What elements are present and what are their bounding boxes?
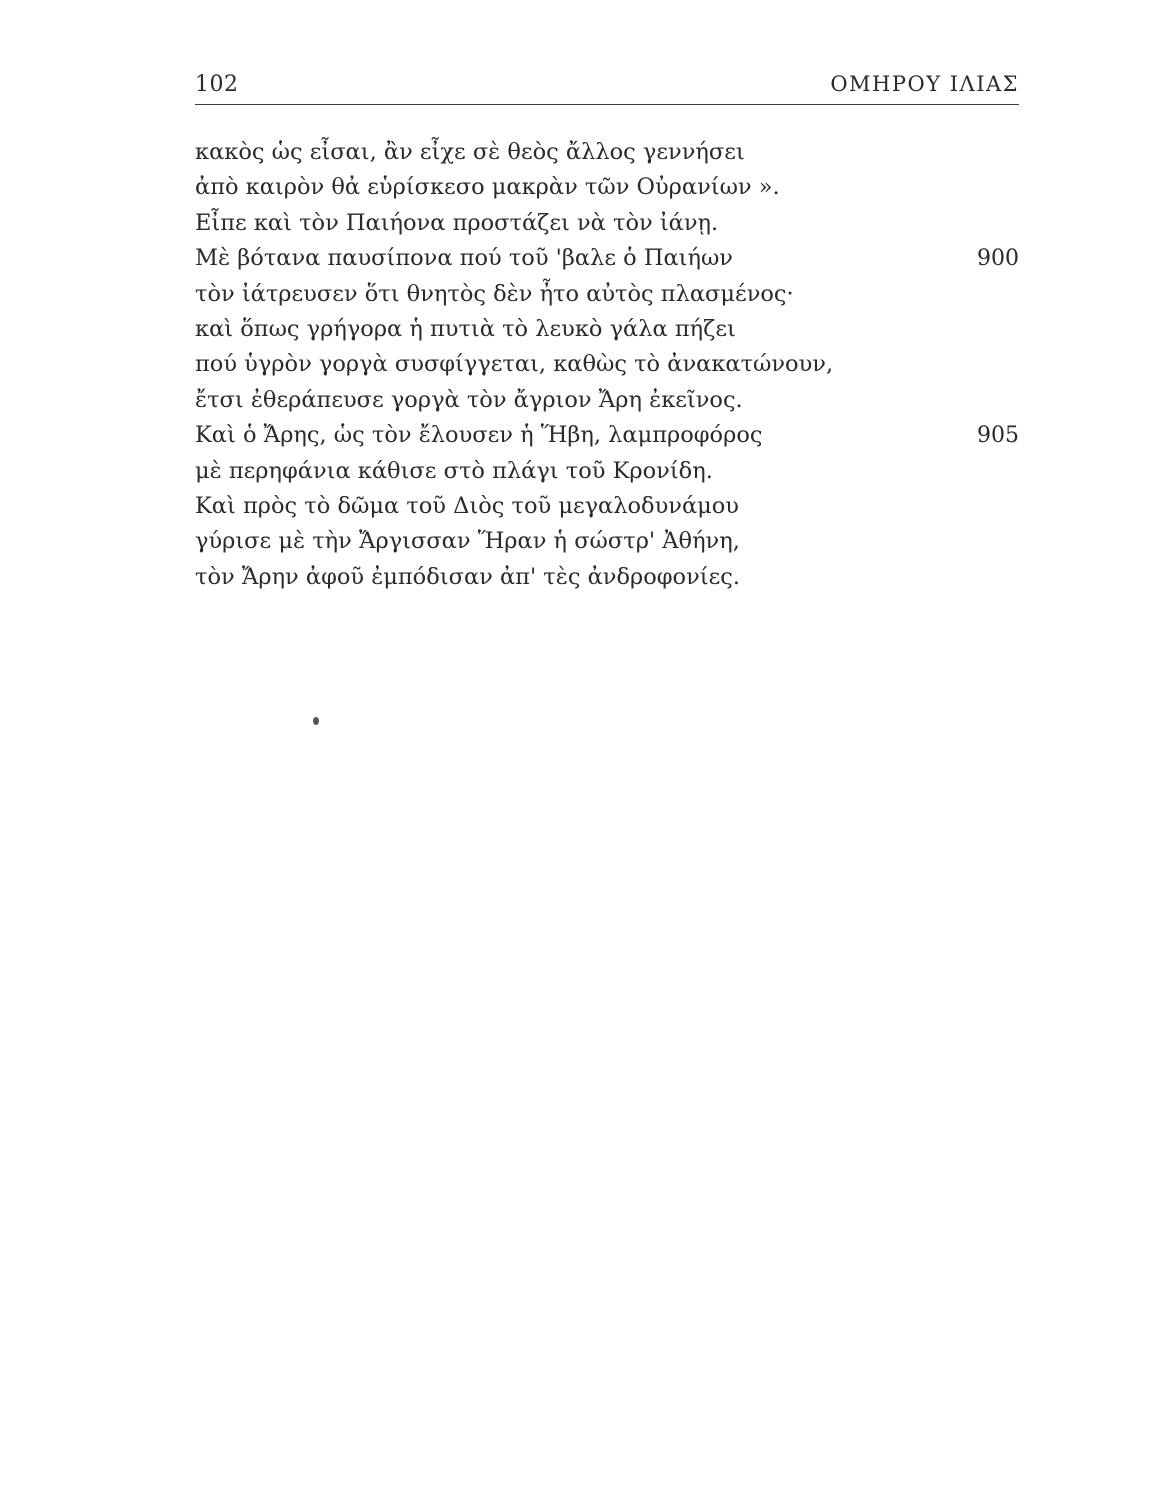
verse-text: ἔτσι ἐθεράπευσε γοργὰ τὸν ἄγριον Ἄρη ἐκεῖνος. — [195, 386, 743, 413]
verse-text: Καὶ πρὸς τὸ δῶμα τοῦ Διὸς τοῦ μεγαλοδυνάμου — [195, 492, 739, 519]
verse-line — [195, 170, 1019, 205]
verse-line — [195, 560, 1019, 595]
verse-line — [195, 489, 1019, 524]
verse-line — [195, 206, 1019, 241]
verse-text: πού ὑγρὸν γοργὰ συσφίγγεται, καθὼς τὸ ἀνακατώνουν, — [195, 351, 834, 378]
verse-text: τὸν ἰάτρευσεν ὅτι θνητὸς δὲν ἦτο αὐτὸς πλασμένος· — [195, 280, 794, 307]
verse-text: κακὸς ὡς εἶσαι, ἂν εἶχε σὲ θεὸς ἄλλος γεννήσει — [195, 139, 745, 165]
verse-line — [195, 524, 1019, 559]
verse-line — [195, 347, 1019, 382]
running-title: ΟΜΗΡΟΥ ΙΛΙΑΣ — [830, 72, 1019, 96]
line-number: 905 — [977, 423, 1019, 449]
verse-line — [195, 277, 1019, 312]
verse-text: Καὶ ὁ Ἄρης, ὡς τὸν ἔλουσεν ἡ Ἥβη, λαμπροφόρος — [195, 422, 763, 449]
verse-line — [195, 135, 1019, 170]
verse-block — [195, 135, 1019, 595]
verse-text: ἀπὸ καιρὸν θἀ εὑρίσκεσο μακρὰν τῶν Οὐρανίων ». — [195, 174, 780, 201]
verse-text: καὶ ὅπως γρήγορα ἡ πυτιὰ τὸ λευκὸ γάλα πήζει — [195, 315, 736, 342]
verse-line — [195, 383, 1019, 418]
verse-line — [195, 418, 1019, 453]
verse-line — [195, 312, 1019, 347]
ink-speck — [313, 717, 319, 725]
verse-text: Μὲ βότανα παυσίπονα πού τοῦ 'βαλε ὁ Παιήων — [195, 245, 733, 272]
header-rule — [195, 104, 1019, 105]
verse-text: μὲ περηφάνια κάθισε στὸ πλάγι τοῦ Κρονίδη. — [195, 457, 713, 484]
verse-text: γύρισε μὲ τὴν Ἄργισσαν Ἥραν ἡ σώστρ' Ἀθήνη, — [195, 528, 740, 555]
verse-text: τὸν Ἄρην ἀφοῦ ἐμπόδισαν ἀπ' τὲς ἀνδροφονίες. — [195, 563, 740, 590]
verse-line — [195, 241, 1019, 276]
verse-text: Εἶπε καὶ τὸν Παιήονα προστάζει νὰ τὸν ἰάνῃ. — [195, 209, 719, 236]
verse-line — [195, 454, 1019, 489]
line-number: 900 — [977, 246, 1019, 272]
page-number: 102 — [195, 72, 239, 97]
page-header — [195, 72, 1019, 104]
